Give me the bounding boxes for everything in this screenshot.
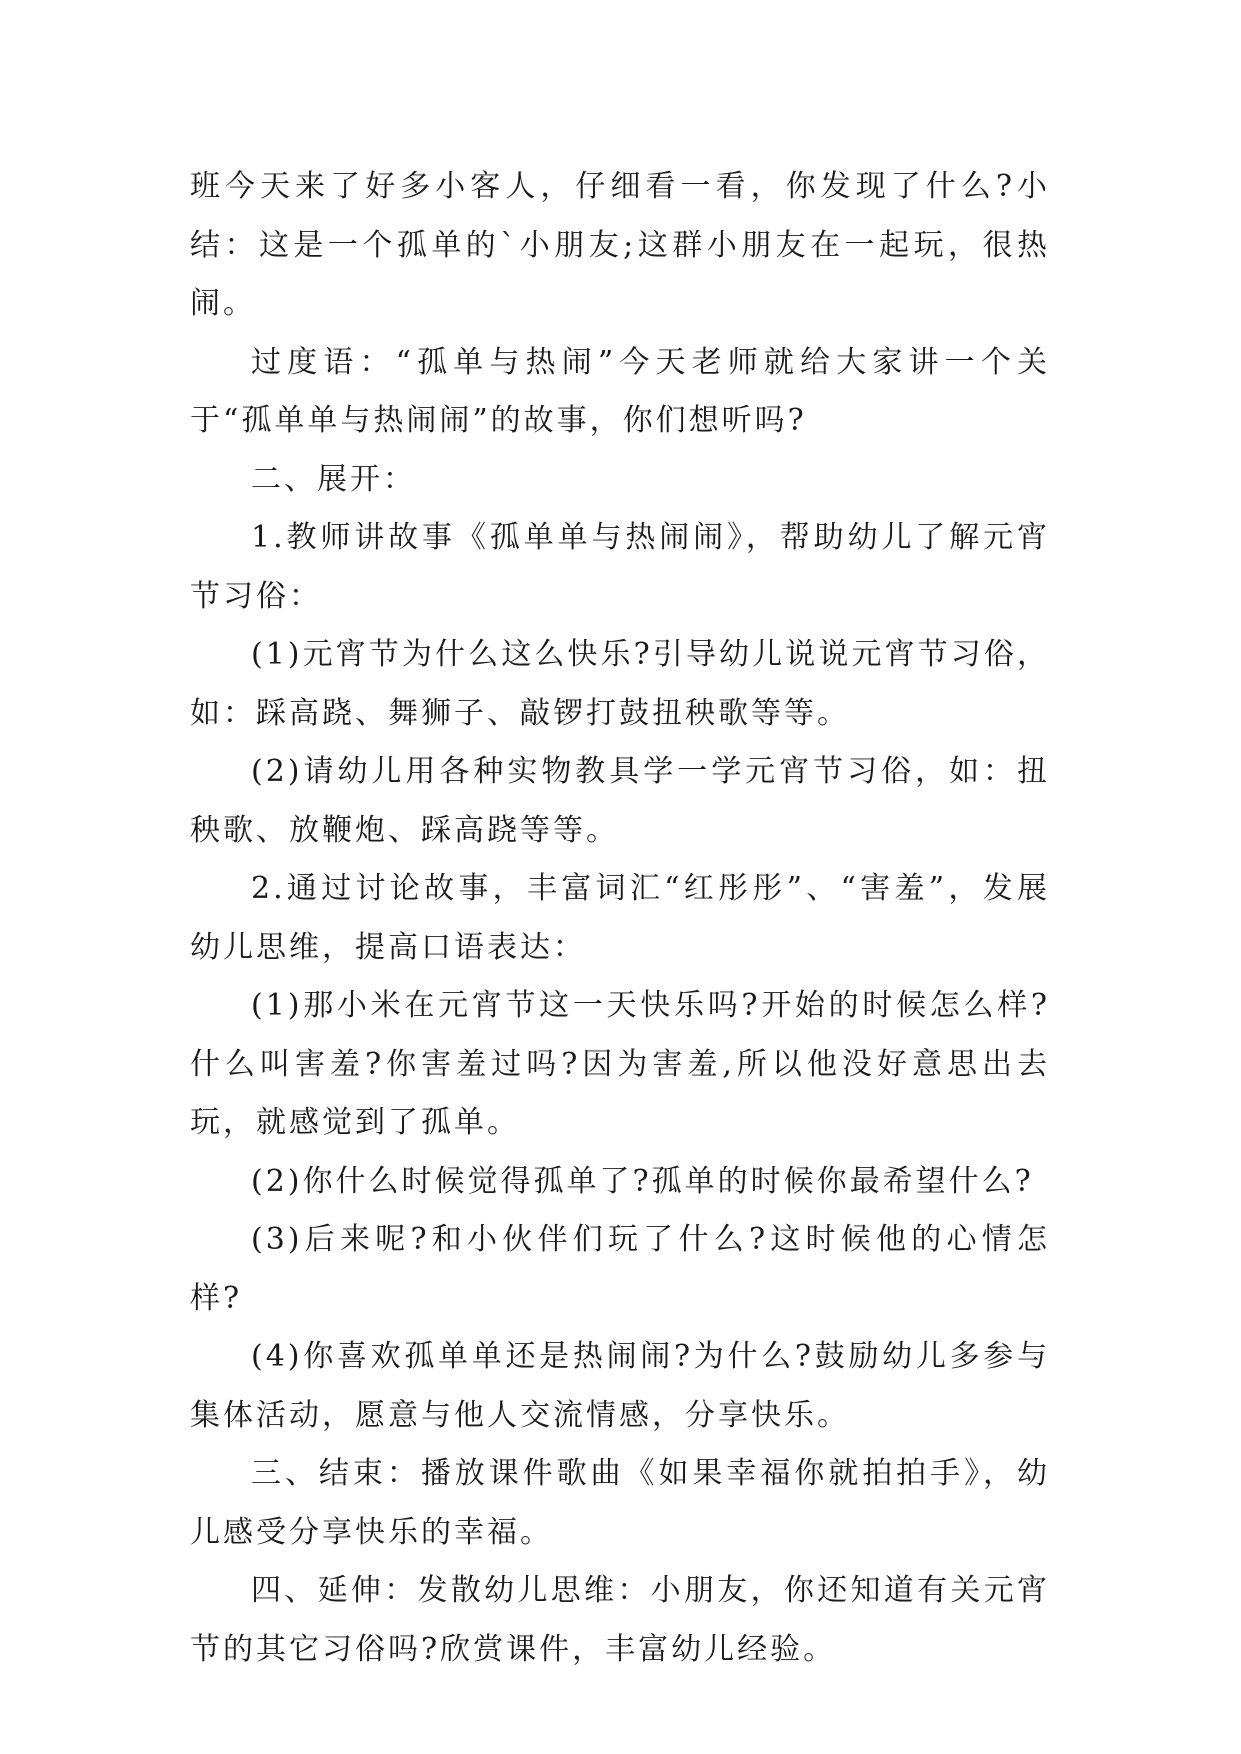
paragraph-step-1: 1.教师讲故事《孤单单与热闹闹》，帮助幼儿了解元宵节习俗： xyxy=(190,520,1050,614)
paragraph-step-2-sub-4: (4)你喜欢孤单单还是热闹闹?为什么?鼓励幼儿多参与集体活动，愿意与他人交流情感，分享快乐。 xyxy=(190,1339,1050,1433)
section-heading-end: 三、结束：播放课件歌曲《如果幸福你就拍拍手》，幼儿感受分享快乐的幸福。 xyxy=(190,1456,1050,1550)
document-body xyxy=(190,158,1050,1679)
paragraph-transition: 过度语：“孤单与热闹”今天老师就给大家讲一个关于“孤单单与热闹闹”的故事，你们想听吗? xyxy=(190,344,1050,438)
paragraph-continuation: 班今天来了好多小客人，仔细看一看，你发现了什么?小结：这是一个孤单的`小朋友;这群小朋友在一起玩，很热闹。 xyxy=(190,169,1050,321)
paragraph-step-1-sub-1: (1)元宵节为什么这么快乐?引导幼儿说说元宵节习俗，如：踩高跷、舞狮子、敲锣打鼓扭秧歌等等。 xyxy=(190,637,1050,731)
paragraph-step-2-sub-2: (2)你什么时候觉得孤单了?孤单的时候你最希望什么? xyxy=(251,1163,1034,1199)
section-heading-develop: 二、展开： xyxy=(251,461,416,497)
paragraph-step-2-sub-1: (1)那小米在元宵节这一天快乐吗?开始的时候怎么样?什么叫害羞?你害羞过吗?因为害羞,所以他没好意思出去玩，就感觉到了孤单。 xyxy=(190,988,1050,1140)
paragraph-step-1-sub-2: (2)请幼儿用各种实物教具学一学元宵节习俗，如：扭秧歌、放鞭炮、踩高跷等等。 xyxy=(190,754,1050,848)
section-heading-extend: 四、延伸：发散幼儿思维：小朋友，你还知道有关元宵节的其它习俗吗?欣赏课件，丰富幼儿经验。 xyxy=(190,1573,1050,1667)
paragraph-step-2-sub-3: (3)后来呢?和小伙伴们玩了什么?这时候他的心情怎样? xyxy=(190,1222,1050,1316)
paragraph-step-2: 2.通过讨论故事，丰富词汇“红彤彤”、“害羞”，发展幼儿思维，提高口语表达： xyxy=(190,871,1050,965)
